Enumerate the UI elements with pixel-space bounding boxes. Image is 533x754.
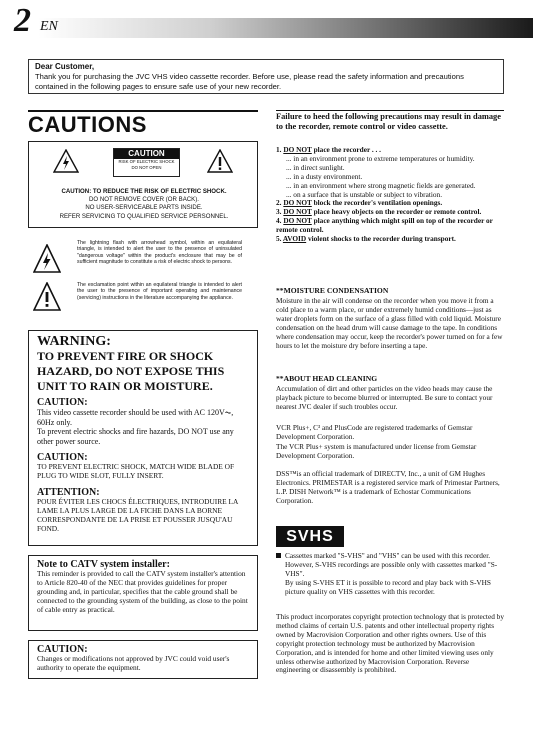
attention-heading: ATTENTION: bbox=[37, 487, 100, 499]
warning-box bbox=[28, 330, 258, 546]
catv-note-box bbox=[28, 555, 258, 631]
item-number: 4. bbox=[276, 216, 282, 226]
head-cleaning-text: Accumulation of dirt and other particles on the video heads may cause the playback picture to become blurred or interrupted. Be sure to contact your nearest JVC dealer if such troubles occur. bbox=[276, 384, 493, 411]
modification-caution-title: CAUTION: bbox=[37, 644, 88, 655]
lightning-flash-icon bbox=[33, 244, 61, 274]
shock-warning-text bbox=[33, 188, 255, 221]
avoid: AVOID bbox=[282, 234, 307, 244]
macrovision-text: This product incorporates copyright protection technology that is protected by method claims of certain U.S. patents and other intellectual property rights owned by Macrovision Corporation and other rights owners. Use of this copyright protection technology must be authorized by Macrovision Corporation, and is intended for home and other limited viewing uses only unless otherwise authorized by Macrovision Corporation. Reverse engineering or disassembly is prohibited. bbox=[276, 612, 504, 675]
svhs-bullet-text2: By using S-VHS ET it is possible to record and play back with S-VHS picture quality on VHS cassettes with this recorder. bbox=[285, 577, 491, 596]
item-text: place the recorder . . . bbox=[311, 145, 381, 154]
modification-caution-text: Changes or modifications not approved by JVC could void user's authority to operate the equipment. bbox=[37, 654, 230, 672]
precautions-list bbox=[276, 146, 504, 244]
catv-title: Note to CATV system installer: bbox=[37, 559, 170, 570]
shock-line: DO NOT REMOVE COVER (OR BACK). bbox=[89, 196, 199, 204]
caution-label-line: RISK OF ELECTRIC SHOCK bbox=[118, 159, 175, 164]
divider bbox=[276, 110, 504, 111]
svhs-logo: SVHS bbox=[276, 526, 344, 547]
catv-text: This reminder is provided to call the CATV system installer's attention to Article 820-40 of the NEC that provides guidelines for proper grounding and, in particular, specifies that the cable ground shall be connected to the grounding system of the building, as close to the point of cable entry as practical. bbox=[37, 569, 248, 614]
caution-text: TO PREVENT ELECTRIC SHOCK, MATCH WIDE BLADE OF PLUG TO WIDE SLOT, FULLY INSERT. bbox=[37, 462, 235, 481]
caution-text: This video cassette recorder should be used with AC 120V⏦, 60Hz only. bbox=[37, 408, 234, 427]
attention-text: POUR ÉVITER LES CHOCS ÉLECTRIQUES, INTRODUIRE LA LAME LA PLUS LARGE DE LA FICHE DANS LA BORNE CORRESPONDANTE DE LA PRISE ET POUSSER JUSQU'AU FOND. bbox=[37, 497, 238, 533]
header-gradient-bar bbox=[38, 18, 533, 38]
precaution-item bbox=[276, 217, 504, 235]
page-header bbox=[0, 0, 533, 40]
exclamation-triangle-icon bbox=[207, 149, 233, 173]
sub-item: ... in an environment where strong magnetic fields are generated. bbox=[286, 180, 476, 190]
exclamation-symbol-text: The exclamation point within an equilateral triangle is intended to alert the user to the presence of important operating and maintenance (servicing) instructions in the literature accompanying the appliance. bbox=[77, 282, 242, 301]
caution-label bbox=[113, 148, 180, 177]
svhs-bullet-text: Cassettes marked "S-VHS" and "VHS" can be used with this recorder. However, S-VHS recordings are possible only with cassettes marked "S-VHS". bbox=[285, 551, 498, 578]
item-text: violent shocks to the recorder during transport. bbox=[306, 234, 456, 244]
dear-customer-box bbox=[28, 59, 504, 94]
caution-text: To prevent electric shocks and fire hazards, DO NOT use any other power source. bbox=[37, 427, 234, 446]
shock-line: CAUTION: TO REDUCE THE RISK OF ELECTRIC SHOCK. bbox=[61, 188, 227, 195]
language-tag: EN bbox=[40, 19, 58, 34]
page-number: 2 bbox=[14, 2, 31, 39]
sub-item: ... on a surface that is unstable or subject to vibration. bbox=[286, 189, 443, 199]
shock-line: REFER SERVICING TO QUALIFIED SERVICE PERSONNEL. bbox=[59, 212, 229, 220]
sub-item: ... in a dusty environment. bbox=[286, 171, 363, 181]
failure-heading: Failure to heed the following precautions may result in damage to the recorder, remote control or video cassette. bbox=[276, 112, 501, 131]
moisture-title: **MOISTURE CONDENSATION bbox=[276, 286, 389, 295]
caution-label-head: CAUTION bbox=[114, 149, 179, 159]
item-number: 3. bbox=[276, 207, 282, 217]
caution-heading: CAUTION: bbox=[37, 397, 88, 408]
item-number: 2. bbox=[276, 198, 282, 208]
modification-caution-box bbox=[28, 640, 258, 679]
item-number: 5. bbox=[276, 234, 282, 244]
shock-line: NO USER-SERVICEABLE PARTS INSIDE. bbox=[85, 204, 203, 212]
sub-item: ... in direct sunlight. bbox=[286, 162, 345, 172]
warning-subheading: TO PREVENT FIRE OR SHOCK HAZARD, DO NOT EXPOSE THIS UNIT TO RAIN OR MOISTURE. bbox=[37, 349, 225, 393]
lightning-symbol-text: The lightning flash with arrowhead symbol, within an equilateral triangle, is intended to alert the user to the presence of uninsulated "dangerous voltage" within the product's enclosure that may be of sufficient magnitude to constitute a risk of electric shock to persons. bbox=[77, 240, 242, 265]
caution-label-line: DO NOT OPEN bbox=[131, 165, 162, 170]
item-text: place anything which might spill on top of the recorder or remote control. bbox=[276, 216, 493, 235]
svhs-bullet-item bbox=[276, 552, 504, 579]
item-number: 1. bbox=[276, 145, 282, 154]
shock-warning-box bbox=[28, 141, 258, 228]
warning-heading: WARNING: bbox=[37, 334, 111, 349]
do-not: DO NOT bbox=[283, 207, 312, 217]
caution-heading: CAUTION: bbox=[37, 452, 88, 464]
svhs-note bbox=[276, 552, 504, 597]
dear-customer-text: Thank you for purchasing the JVC VHS video cassette recorder. Before use, please read the safety information and precautions contained in the following pages to ensure safe use of your new recorder. bbox=[35, 72, 464, 91]
dear-customer-title: Dear Customer, bbox=[35, 62, 95, 71]
trademark-text: The VCR Plus+ system is manufactured under license from Gemstar Development Corporation. bbox=[276, 442, 477, 460]
exclamation-point-icon bbox=[33, 282, 61, 312]
trademark-text: DSS™is an official trademark of DIRECTV, Inc., a unit of GM Hughes Electronics. PRIMESTAR is a registered service mark of Primestar Partners, L.P. DISH Network™ is a trademark of Echostar Communications Corporation. bbox=[276, 469, 500, 505]
item-text: block the recorder's ventilation openings. bbox=[311, 198, 443, 208]
head-cleaning-title: **ABOUT HEAD CLEANING bbox=[276, 374, 378, 383]
cautions-title: CAUTIONS bbox=[28, 112, 147, 137]
trademark-text: VCR Plus+, C³ and PlusCode are registered trademarks of Gemstar Development Corporation. bbox=[276, 423, 473, 441]
do-not: DO NOT bbox=[283, 145, 312, 154]
do-not: DO NOT bbox=[283, 216, 312, 226]
bullet-square-icon bbox=[276, 553, 281, 558]
moisture-text: Moisture in the air will condense on the recorder when you move it from a cold place to a warm place, or under extremely humid conditions—just as water droplets form on the surface of a glass filled with cold liquid. Moisture condensation on the head drum will cause damage to the tape. In conditions where condensation may occur, keep the recorder's power turned on for a few hours to let the moisture dry before inserting a tape. bbox=[276, 296, 503, 350]
precaution-item bbox=[276, 235, 504, 244]
item-text: place heavy objects on the recorder or remote control. bbox=[311, 207, 482, 217]
do-not: DO NOT bbox=[283, 198, 312, 208]
lightning-triangle-icon bbox=[53, 149, 79, 173]
sub-item: ... in an environment prone to extreme temperatures or humidity. bbox=[286, 153, 475, 163]
